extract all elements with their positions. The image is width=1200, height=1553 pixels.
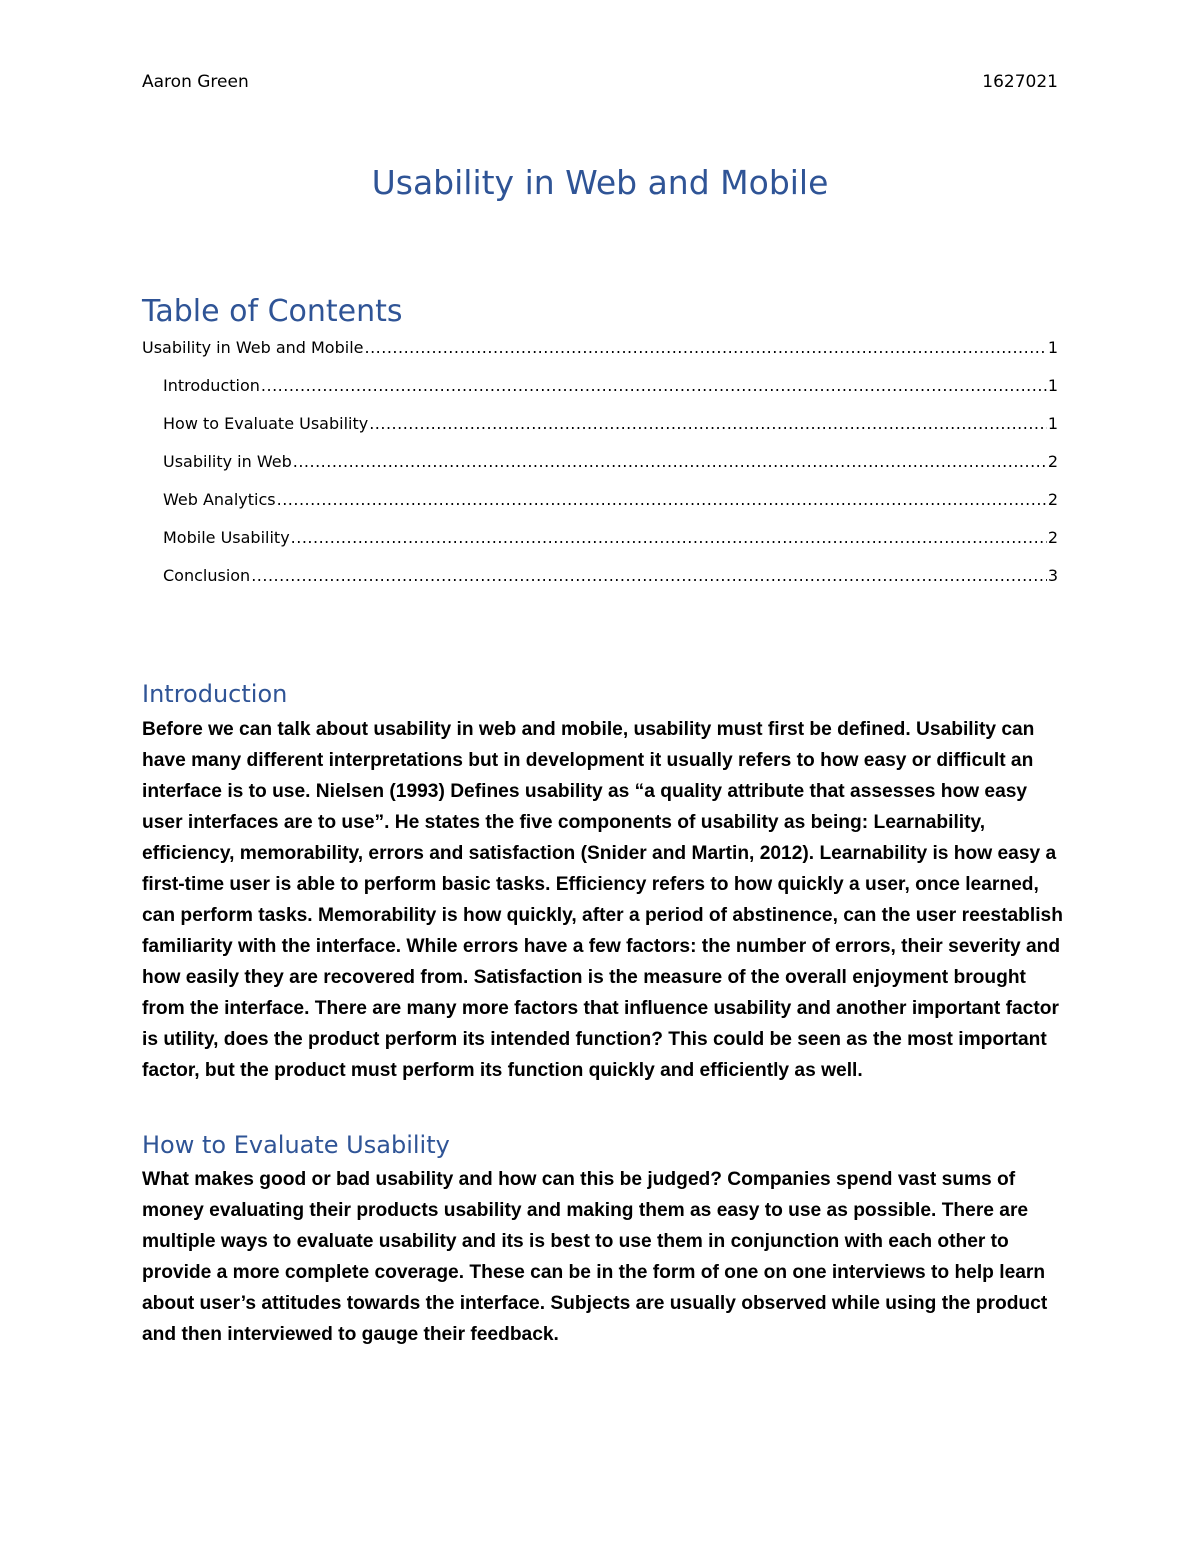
toc-leader-dots (364, 338, 1046, 357)
toc-entry-usability-web[interactable] (163, 452, 1058, 474)
toc-leader-dots (251, 566, 1047, 585)
toc-leader-dots (369, 414, 1047, 433)
toc-entry-label: Mobile Usability (163, 528, 290, 547)
toc-entry-page: 3 (1047, 566, 1058, 585)
toc-entry-label: Usability in Web (163, 452, 292, 471)
document-title: Usability in Web and Mobile (371, 163, 829, 202)
toc-entry-page: 1 (1047, 376, 1058, 395)
toc-entry-label: Usability in Web and Mobile (142, 338, 364, 357)
toc-entry-mobile-usability[interactable] (163, 528, 1058, 550)
toc-leader-dots (293, 452, 1047, 471)
section-heading-how-to-evaluate: How to Evaluate Usability (142, 1131, 450, 1159)
toc-entry-usability-web-mobile[interactable] (142, 338, 1058, 360)
toc-leader-dots (277, 490, 1047, 509)
header-student-id: 1627021 (982, 72, 1058, 92)
toc-leader-dots (291, 528, 1047, 547)
toc-entry-label: Web Analytics (163, 490, 276, 509)
toc-entry-page: 1 (1047, 414, 1058, 433)
page-header (142, 72, 1058, 96)
toc-entry-label: How to Evaluate Usability (163, 414, 369, 433)
toc-entry-page: 2 (1047, 452, 1058, 471)
toc-entry-conclusion[interactable] (163, 566, 1058, 588)
toc-entry-page: 2 (1047, 490, 1058, 509)
toc-entry-how-to-evaluate[interactable] (163, 414, 1058, 436)
section-heading-introduction: Introduction (142, 680, 288, 708)
toc-entry-page: 2 (1047, 528, 1058, 547)
toc-entry-introduction[interactable] (163, 376, 1058, 398)
toc-entry-label: Conclusion (163, 566, 251, 585)
toc-entry-label: Introduction (163, 376, 260, 395)
toc-entry-page: 1 (1047, 338, 1058, 357)
header-author: Aaron Green (142, 72, 249, 92)
section-body-introduction: Before we can talk about usability in web and mobile, usability must first be defined. Usability can have many different interpretations but in development it usually refers to how easy or difficult an interface is to use. Nielsen (1993) Defines usability as “a quality attribute that assesses how easy user interfaces are to use”. He states the five components of usability as being: Learnability, efficiency, memorability, errors and satisfaction (Snider and Martin, 2012). Learnability is how easy a first-time user is able to perform basic tasks. Efficiency refers to how quickly a user, once learned, can perform tasks. Memorability is how quickly, after a period of abstinence, can the user reestablish familiarity with the interface. While errors have a few factors: the number of errors, their severity and how easily they are recovered from. Satisfaction is the measure of the overall enjoyment brought from the interface. There are many more factors that influence usability and another important factor is utility, does the product perform its intended function? This could be seen as the most important factor, but the product must perform its function quickly and efficiently as well. (142, 719, 1063, 1081)
toc-leader-dots (261, 376, 1047, 395)
toc-heading: Table of Contents (142, 294, 403, 329)
section-body-how-to-evaluate: What makes good or bad usability and how can this be judged? Companies spend vast sums of money evaluating their products usability and making them as easy to use as possible. There are multiple ways to evaluate usability and its is best to use them in conjunction with each other to provide a more complete coverage. These can be in the form of one on one interviews to help learn about user’s attitudes towards the interface. Subjects are usually observed while using the product and then interviewed to gauge their feedback. (142, 1169, 1048, 1345)
toc-entry-web-analytics[interactable] (163, 490, 1058, 512)
